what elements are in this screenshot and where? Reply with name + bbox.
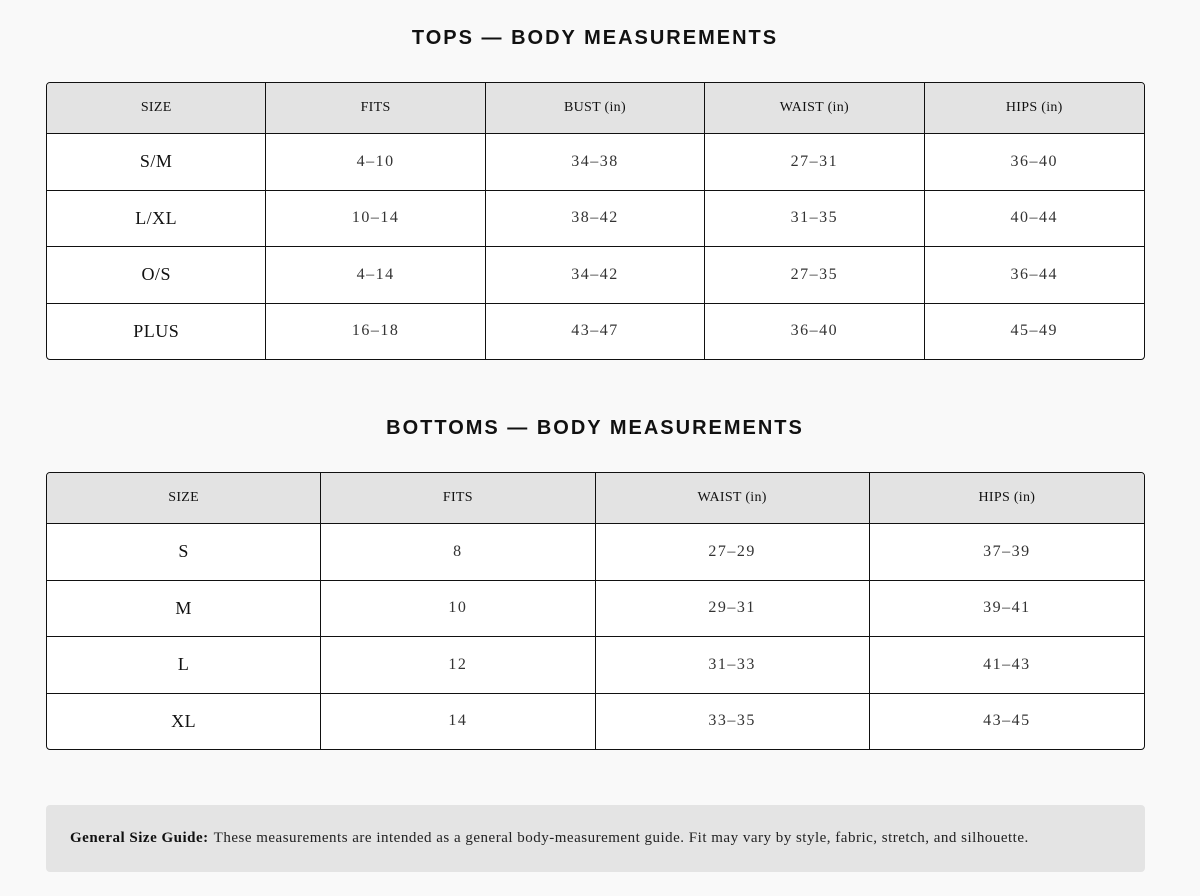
size-cell: L xyxy=(47,637,321,694)
hips-cell: 45–49 xyxy=(1010,322,1059,340)
column-header-hips: HIPS (in) xyxy=(925,83,1144,134)
column-header-size: SIZE xyxy=(47,473,321,524)
waist-cell: 31–35 xyxy=(705,191,924,248)
size-guide-note xyxy=(46,805,1145,872)
size-cell: S xyxy=(47,524,321,581)
fits-cell: 4–14 xyxy=(266,247,485,304)
fits-cell: 12 xyxy=(321,637,595,694)
column-header-waist: WAIST (in) xyxy=(596,473,870,524)
hips-cell: 40–44 xyxy=(925,191,1144,248)
fits-cell: 16–18 xyxy=(266,304,485,360)
fits-cell: 14 xyxy=(321,694,595,750)
table-row xyxy=(47,191,1144,248)
table-row xyxy=(47,304,1144,360)
note-text xyxy=(70,830,1029,847)
size-cell: M xyxy=(47,581,321,638)
hips-cell: 36–40 xyxy=(925,134,1144,191)
waist-cell: 36–40 xyxy=(705,304,924,360)
fits-cell: 10–14 xyxy=(266,191,485,248)
fits-cell: 8 xyxy=(321,524,595,581)
column-header-hips: HIPS (in) xyxy=(870,473,1144,524)
bust-cell: 43–47 xyxy=(486,304,705,360)
tops-size-table xyxy=(46,82,1145,360)
bottoms-title: BOTTOMS — BODY MEASUREMENTS xyxy=(386,417,804,439)
waist-cell: 27–29 xyxy=(596,524,870,581)
column-header-fits: FITS xyxy=(321,473,595,524)
waist-cell: 31–33 xyxy=(596,637,870,694)
bust-cell: 34–42 xyxy=(486,247,705,304)
hips-cell: 36–44 xyxy=(925,247,1144,304)
hips-cell: 39–41 xyxy=(870,581,1144,638)
table-row xyxy=(47,694,1144,750)
note-body: These measurements are intended as a general body-measurement guide. Fit may vary by style, fabric, stretch, and silhouette. xyxy=(213,830,1029,846)
column-header-size: SIZE xyxy=(47,83,266,134)
size-cell: PLUS xyxy=(47,304,266,360)
table-row xyxy=(47,524,1144,581)
table-row xyxy=(47,637,1144,694)
fits-cell: 4–10 xyxy=(266,134,485,191)
waist-cell: 27–31 xyxy=(705,134,924,191)
waist-cell: 27–35 xyxy=(705,247,924,304)
table-row xyxy=(47,247,1144,304)
bottoms-size-table xyxy=(46,472,1145,750)
hips-cell: 41–43 xyxy=(870,637,1144,694)
fits-cell: 10 xyxy=(321,581,595,638)
table-header-row xyxy=(47,83,1144,134)
bust-cell: 34–38 xyxy=(486,134,705,191)
note-label: General Size Guide: xyxy=(70,830,209,846)
size-cell: XL xyxy=(47,694,321,750)
size-cell: S/M xyxy=(47,134,266,191)
tops-title: TOPS — BODY MEASUREMENTS xyxy=(411,27,779,49)
table-header-row xyxy=(47,473,1144,524)
size-cell: L/XL xyxy=(47,191,266,248)
table-row xyxy=(47,134,1144,191)
bust-cell: 38–42 xyxy=(486,191,705,248)
column-header-waist: WAIST (in) xyxy=(705,83,924,134)
column-header-fits: FITS xyxy=(266,83,485,134)
hips-cell: 37–39 xyxy=(870,524,1144,581)
column-header-bust: BUST (in) xyxy=(486,83,705,134)
table-row xyxy=(47,581,1144,638)
waist-cell: 29–31 xyxy=(596,581,870,638)
size-cell: O/S xyxy=(47,247,266,304)
waist-cell: 33–35 xyxy=(596,694,870,750)
hips-cell: 43–45 xyxy=(983,712,1031,730)
